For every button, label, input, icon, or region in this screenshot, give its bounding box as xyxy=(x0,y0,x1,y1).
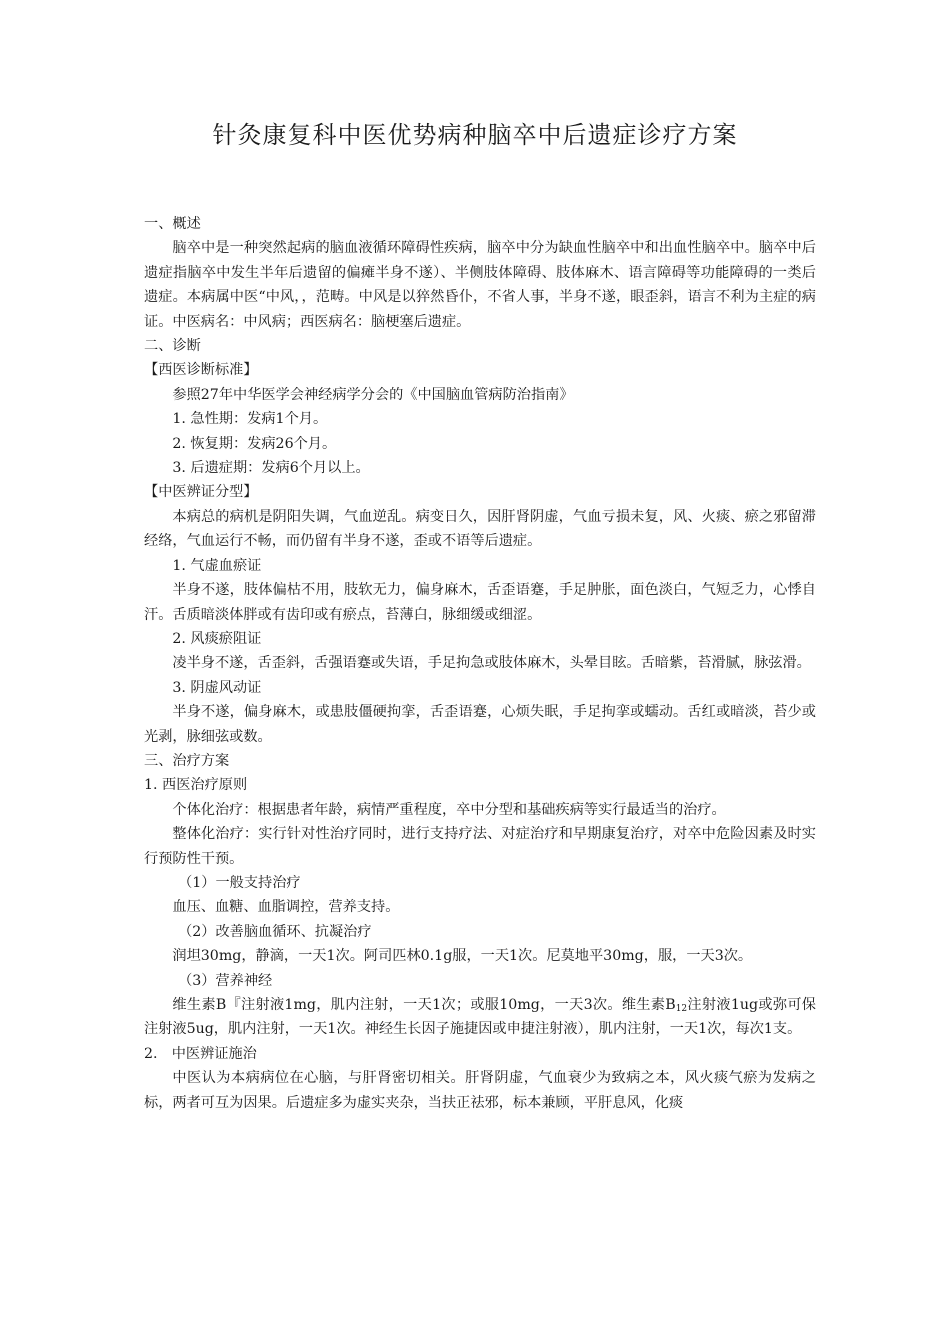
support-paragraph: 血压、血糖、血脂调控，营养支持。 xyxy=(172,899,400,916)
overview-paragraph: 脑卒中是一种突然起病的脑血液循环障碍性疾病，脑卒中分为缺血性脑卒中和出血性脑卒中。脑卒中后遗症指脑卒中发生半年后遗留的偏瘫半身不遂）、半侧肢体障碍、肢体麻木、语言障碍等功能障碍的一类后遗症。本病属中医“中风，，范畴。中风是以猝然昏仆，不省人事，半身不遂，眼歪斜，语言不利为主症的病证。中医病名：中风病；西医病名：脑梗塞后遗症。 xyxy=(144,240,816,330)
type-2-heading: 2. 风痰瘀阻证 xyxy=(172,630,262,647)
western-principle-heading: 1. 西医治疗原则 xyxy=(144,777,248,794)
diagnosis-heading: 二、诊断 xyxy=(144,338,201,355)
support-heading: （1）一般支持治疗 xyxy=(178,874,301,891)
stage-item-3: 3. 后遗症期：发病6个月以上。 xyxy=(172,460,370,477)
stage-item-1: 1. 急性期：发病1个月。 xyxy=(172,411,328,428)
nutrition-text-a: 维生素B『注射液1mg，肌内注射，一天1次；或服10mg，一天3次。维生素B xyxy=(172,997,676,1013)
circulation-paragraph: 润坦30mg，静滴，一天1次。阿司匹林0.1g服，一天1次。尼莫地平30mg，服，一天3次。 xyxy=(172,948,753,965)
individual-treatment-paragraph: 个体化治疗：根据患者年龄，病情严重程度，卒中分型和基础疾病等实行最适当的治疗。 xyxy=(172,801,726,818)
type-3-paragraph: 半身不遂，偏身麻木，或患肢僵硬拘挛，舌歪语蹇，心烦失眠，手足拘挛或蠕动。舌红或暗淡，苔少或光剥，脉细弦或数。 xyxy=(144,704,816,745)
overview-heading: 一、概述 xyxy=(144,216,201,232)
type-1-heading: 1. 气虚血瘀证 xyxy=(172,557,262,574)
tcm-treatment-paragraph: 中医认为本病病位在心脑，与肝肾密切相关。肝肾阴虚，气血衰少为致病之本，风火痰气瘀为发病之标，两者可互为因果。后遗症多为虚实夹杂，当扶正祛邪，标本兼顾，平肝息风，化痰 xyxy=(144,1070,816,1111)
western-standard-heading: 【西医诊断标准】 xyxy=(144,362,258,379)
tcm-type-paragraph: 本病总的病机是阴阳失调，气血逆乱。病变日久，因肝肾阴虚，气血亏损未复，风、火痰、瘀之邪留滞经络，气血运行不畅，而仍留有半身不遂，歪或不语等后遗症。 xyxy=(144,508,816,550)
type-1-paragraph: 半身不遂，肢体偏枯不用，肢软无力，偏身麻木，舌歪语蹇，手足肿胀，面色淡白，气短乏力，心悸自汗。舌质暗淡体胖或有齿印或有瘀点，苔薄白，脉细缓或细涩。 xyxy=(144,582,816,623)
type-3-heading: 3. 阴虚风动证 xyxy=(172,679,262,696)
nutrition-subscript: 12 xyxy=(675,1004,688,1014)
treatment-heading: 三、治疗方案 xyxy=(144,752,230,769)
stage-item-2: 2. 恢复期：发病26个月。 xyxy=(172,435,337,452)
nutrition-heading: （3）营养神经 xyxy=(178,972,273,989)
nutrition-paragraph xyxy=(144,993,816,1042)
tcm-type-heading: 【中医辨证分型】 xyxy=(144,484,258,501)
overall-treatment-paragraph: 整体化治疗：实行针对性治疗同时，进行支持疗法、对症治疗和早期康复治疗，对卒中危险因素及时实行预防性干预。 xyxy=(144,826,816,867)
circulation-heading: （2）改善脑血循环、抗凝治疗 xyxy=(178,923,372,940)
document-body xyxy=(144,212,816,1115)
nutrition-text-b: 注射液1ug或弥可保注射液5ug，肌内注射，一天1次。神经生长因子施捷因或申捷注射液），肌内注射，一天1次，每次1支。 xyxy=(144,997,816,1038)
document-title: 针灸康复科中医优势病种脑卒中后遗症诊疗方案 xyxy=(212,121,738,149)
type-2-paragraph: 凌半身不遂，舌歪斜，舌强语蹇或失语，手足拘急或肢体麻木，头晕目眩。舌暗紫，苔滑腻，脉弦滑。 xyxy=(172,655,811,672)
western-standard-paragraph: 参照27年中华医学会神经病学分会的《中国脑血管病防治指南》 xyxy=(172,386,574,403)
tcm-treatment-heading: 2. 中医辨证施治 xyxy=(144,1045,257,1062)
